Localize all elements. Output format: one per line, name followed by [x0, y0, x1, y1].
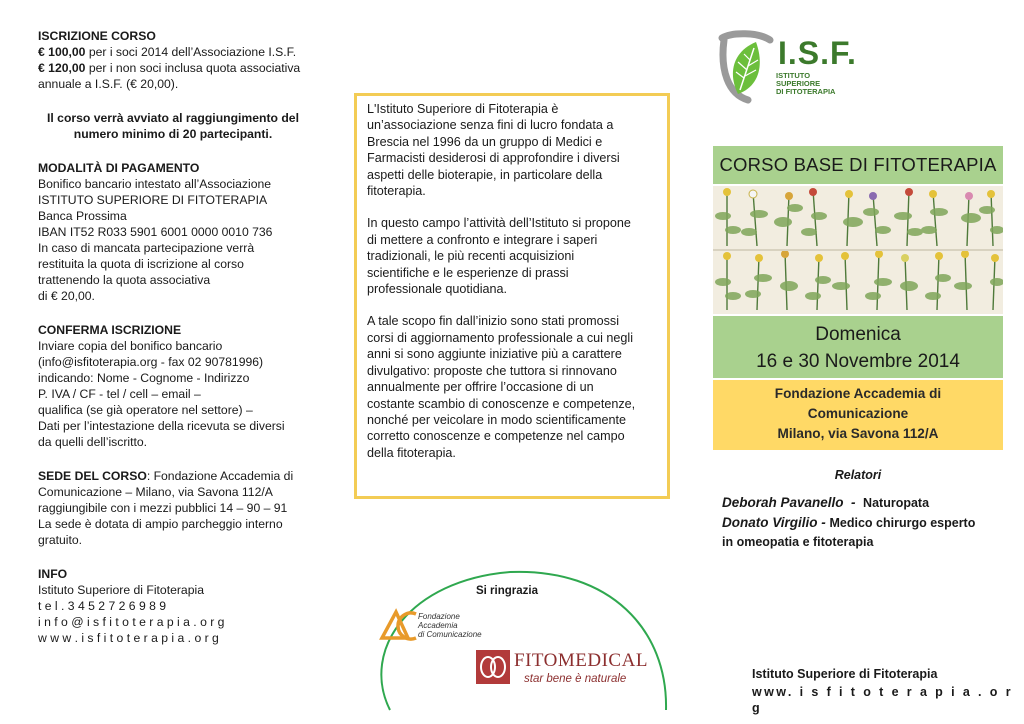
- about-line: un’associazione senza fini di lucro fondata a: [367, 118, 614, 133]
- about-line: A tale scopo fin dall’inizio sono stati promossi: [367, 314, 620, 329]
- accademia-logo-line: di Comunicazione: [418, 630, 482, 639]
- venue-first-line: [38, 468, 308, 484]
- confirmation-line: Dati per l’intestazione della ricevuta se diversi: [38, 419, 285, 433]
- info-website: w w w . i s f i t o t e r a p i a . o r g: [38, 631, 219, 645]
- price-non-members: [38, 60, 308, 76]
- about-line: costante scambio di conoscenze e competenze,: [367, 396, 636, 411]
- payment-line: Banca Prossima: [38, 209, 127, 223]
- fitomedical-tagline: star bene è naturale: [524, 673, 627, 685]
- about-line: In questo campo l’attività dell’Istituto si propone: [367, 216, 631, 231]
- accademia-logo-line: Accademia: [418, 621, 458, 630]
- date-dates: 16 e 30 Novembre 2014: [756, 351, 960, 372]
- venue-line: La sede è dotata di ampio parcheggio interno: [38, 517, 283, 531]
- about-line: corretto conoscenze e competenze nel campo: [367, 429, 625, 444]
- date-banner: [713, 316, 1003, 378]
- footer-website: www. i s f i t o t e r a p i a . o r g: [752, 685, 1013, 715]
- speaker-1-role: Naturopata: [863, 496, 930, 510]
- about-line: della fitoterapia.: [367, 445, 456, 460]
- accademia-logo-line: Fondazione: [418, 612, 460, 621]
- about-line: anni si sono aggiunte iniziative più a carattere: [367, 347, 622, 362]
- isf-logo-subtitle-line: SUPERIORE: [776, 79, 821, 88]
- minimum-notice-line2: numero minimo di 20 partecipanti.: [73, 127, 273, 141]
- speakers-heading: Relatori: [834, 468, 882, 482]
- confirmation-line: P. IVA / CF - tel / cell – email –: [38, 387, 201, 401]
- payment-iban: IBAN IT52 R033 5901 6001 0000 0010 736: [38, 225, 273, 239]
- about-line: tradizionali, le più recenti acquisizioni: [367, 249, 575, 264]
- price-members-text: per i soci 2014 dell’Associazione I.S.F.: [85, 45, 297, 59]
- isf-logo-title: I.S.F.: [778, 35, 857, 71]
- registration-heading: ISCRIZIONE CORSO: [38, 29, 156, 43]
- isf-leaf-logo: [714, 30, 784, 104]
- about-line: di mettere a confronto e integrare i saperi: [367, 232, 598, 247]
- speaker-2: [722, 515, 975, 531]
- about-paragraph-3: [367, 313, 657, 461]
- payment-line: ISTITUTO SUPERIORE DI FITOTERAPIA: [38, 193, 268, 207]
- about-paragraph-2: [367, 215, 657, 297]
- speaker-2-separator: -: [817, 515, 830, 530]
- footer-org: Istituto Superiore di Fitoterapia: [752, 667, 938, 681]
- info-section: [38, 566, 308, 646]
- price-non-members-text: per i non soci inclusa quota associativa: [85, 61, 301, 75]
- payment-line: restituita la quota di iscrizione al corso: [38, 257, 244, 271]
- speaker-2-role: Medico chirurgo esperto: [829, 516, 976, 530]
- speaker-2-role-cont: in omeopatia e fitoterapia: [722, 535, 874, 549]
- confirmation-line: indicando: Nome - Cognome - Indirizzo: [38, 371, 250, 385]
- about-line: divulgativo: proposte che tuttora si rinnovano: [367, 363, 617, 378]
- fitomedical-logo-icon: [476, 650, 510, 684]
- price-members: [38, 44, 308, 60]
- about-line: nonché per veicolare in modo scientificamente: [367, 412, 627, 427]
- info-org: Istituto Superiore di Fitoterapia: [38, 583, 204, 597]
- speaker-1-name: Deborah Pavanello: [722, 495, 844, 510]
- about-line: corsi di aggiornamento professionale a cui negli: [367, 330, 634, 345]
- about-line: Brescia nel 1996 da un gruppo di Medici e: [367, 134, 603, 149]
- about-paragraph-1: [367, 101, 657, 199]
- about-line: scientifiche e le esperienze di prassi: [367, 265, 569, 280]
- venue-heading: SEDE DEL CORSO: [38, 469, 147, 483]
- registration-section: [38, 28, 308, 92]
- about-line: fitoterapia.: [367, 184, 426, 199]
- about-line: professionale quotidiana.: [367, 282, 508, 297]
- venue-banner-line: Fondazione Accademia di: [774, 386, 942, 401]
- speaker-1: [722, 495, 929, 511]
- isf-logo-subtitle: [776, 72, 835, 96]
- venue-banner-line: Comunicazione: [807, 406, 909, 421]
- venue-line: raggiungibile con i mezzi pubblici 14 – 90 – 91: [38, 501, 288, 515]
- about-line: annualmente per offrire l’occasione di un: [367, 380, 594, 395]
- confirmation-section: [38, 322, 308, 450]
- left-panel: [38, 28, 308, 664]
- about-line: aspetti delle bioterapie, in particolare della: [367, 167, 603, 182]
- price-members-amount: € 100,00: [38, 45, 86, 59]
- info-heading: INFO: [38, 567, 68, 581]
- about-line: Farmacisti desiderosi di approfondire i diversi: [367, 151, 620, 166]
- isf-logo-subtitle-line: DI FITOTERAPIA: [776, 87, 836, 96]
- venue-line: Comunicazione – Milano, via Savona 112/A: [38, 485, 273, 499]
- confirmation-line: qualifica (se già operatore nel settore) –: [38, 403, 253, 417]
- thanks-label: Si ringrazia: [476, 585, 538, 597]
- confirmation-line: (info@isfitoterapia.org - fax 02 90781996): [38, 355, 264, 369]
- about-line: L'Istituto Superiore di Fitoterapia è: [367, 102, 559, 116]
- price-non-members-amount: € 120,00: [38, 61, 86, 75]
- venue-line: gratuito.: [38, 533, 83, 547]
- payment-line: di € 20,00.: [38, 289, 95, 303]
- fitomedical-name: FITOMEDICAL: [514, 650, 648, 671]
- payment-line: Bonifico bancario intestato all’Associazione: [38, 177, 272, 191]
- botanical-illustrations-image: [713, 186, 1003, 314]
- info-phone: t e l . 3 4 5 2 7 2 6 9 8 9: [38, 599, 167, 613]
- minimum-notice: [38, 110, 308, 142]
- confirmation-line: Inviare copia del bonifico bancario: [38, 339, 223, 353]
- venue-first-line-text: : Fondazione Accademia di: [146, 469, 294, 483]
- confirmation-heading: CONFERMA ISCRIZIONE: [38, 323, 182, 337]
- payment-line: In caso di mancata partecipazione verrà: [38, 241, 255, 255]
- payment-section: [38, 160, 308, 304]
- about-box: [354, 93, 670, 499]
- isf-logo-subtitle-line: ISTITUTO: [776, 71, 811, 80]
- venue-banner-address: Milano, via Savona 112/A: [777, 426, 939, 441]
- minimum-notice-line1: Il corso verrà avviato al raggiungimento del: [47, 111, 299, 125]
- payment-heading: MODALITÀ DI PAGAMENTO: [38, 161, 200, 175]
- price-non-members-cont: annuale a I.S.F. (€ 20,00).: [38, 77, 179, 91]
- course-title: CORSO BASE DI FITOTERAPIA: [713, 146, 1003, 184]
- date-day-label: Domenica: [815, 324, 901, 345]
- info-email: i n f o @ i s f i t o t e r a p i a . o r g: [38, 615, 225, 629]
- speaker-2-name: Donato Virgilio: [722, 515, 818, 530]
- venue-section: [38, 468, 308, 548]
- accademia-logo-text: [418, 612, 482, 639]
- payment-line: trattenendo la quota associativa: [38, 273, 211, 287]
- speaker-1-separator: -: [843, 495, 864, 510]
- confirmation-line: da quelli dell’iscritto.: [38, 435, 148, 449]
- venue-banner: [713, 380, 1003, 450]
